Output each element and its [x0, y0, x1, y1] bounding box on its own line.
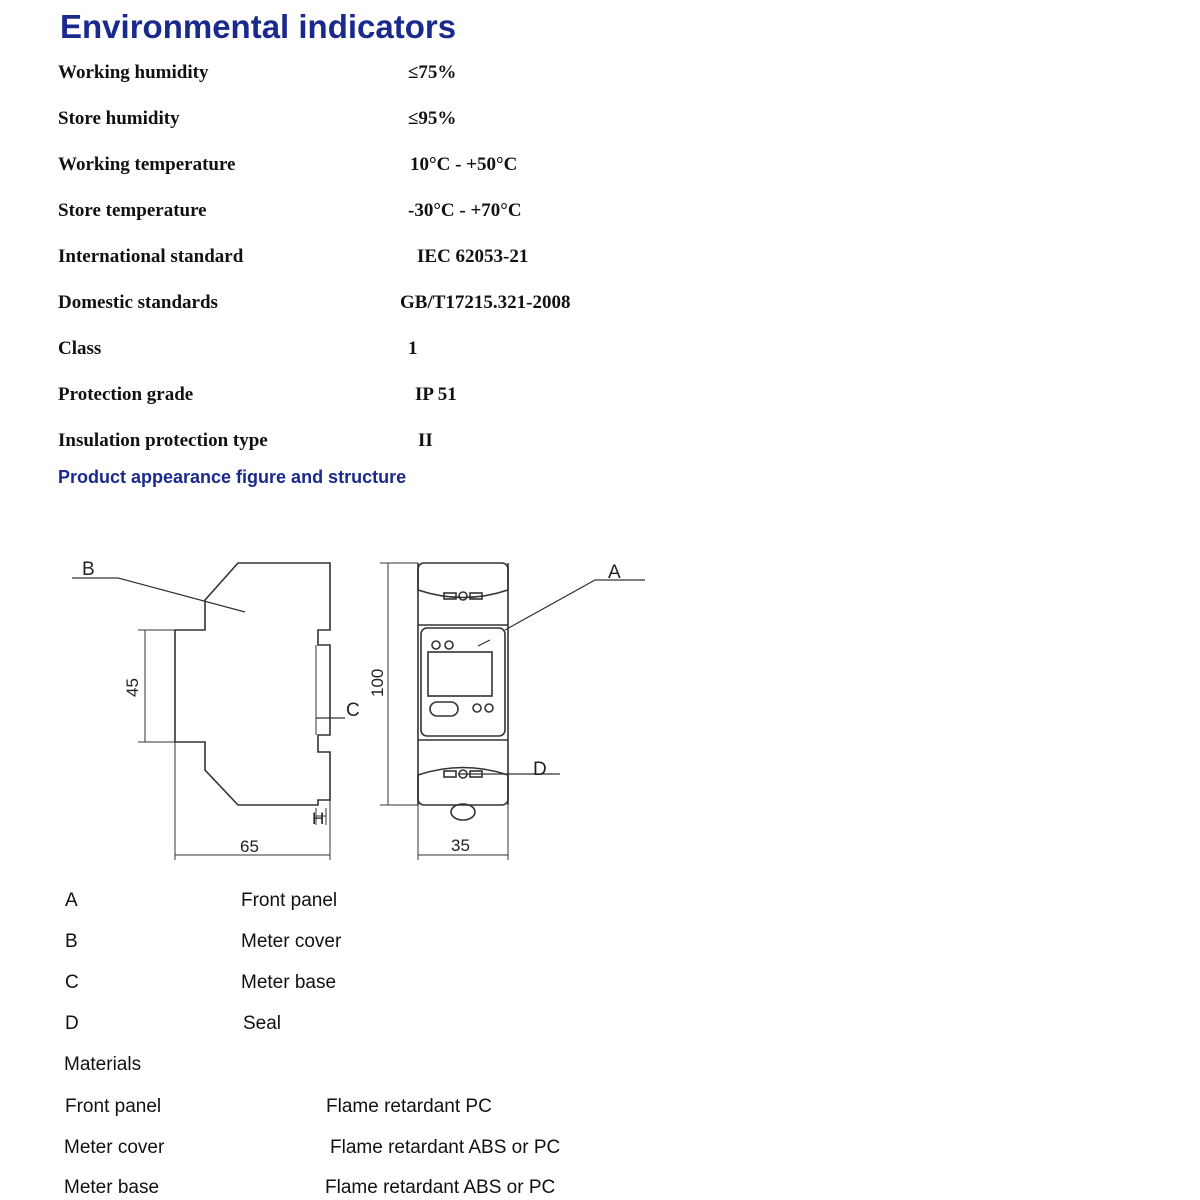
legend-letter-b: B	[65, 931, 78, 952]
spec-label-store-temperature: Store temperature	[58, 200, 207, 221]
spec-value-insulation-protection-type: II	[418, 430, 433, 451]
spec-value-store-temperature: -30°C - +70°C	[408, 200, 522, 221]
product-structure-diagram	[0, 520, 700, 880]
spec-label-working-temperature: Working temperature	[58, 154, 236, 175]
legend-letter-c: C	[65, 972, 79, 993]
spec-value-protection-grade: IP 51	[415, 384, 457, 405]
spec-label-class: Class	[58, 338, 102, 359]
legend-name-a: Front panel	[241, 890, 338, 911]
spec-value-international-standard: IEC 62053-21	[417, 246, 529, 267]
label-c: C	[346, 700, 360, 721]
legend-letter-d: D	[65, 1013, 79, 1034]
spec-label-working-humidity: Working humidity	[58, 62, 209, 83]
dim-35: 35	[451, 836, 470, 855]
legend-name-b: Meter cover	[241, 931, 342, 952]
material-value-front-panel: Flame retardant PC	[326, 1096, 492, 1117]
label-d: D	[533, 759, 547, 780]
spec-value-working-temperature: 10°C - +50°C	[410, 154, 518, 175]
label-a: A	[608, 562, 621, 583]
material-part-meter-base: Meter base	[64, 1177, 160, 1198]
display-window	[428, 652, 492, 696]
material-value-meter-base: Flame retardant ABS or PC	[325, 1177, 556, 1198]
spec-value-domestic-standards: GB/T17215.321-2008	[400, 292, 571, 313]
spec-label-insulation-protection-type: Insulation protection type	[58, 430, 268, 451]
spec-label-protection-grade: Protection grade	[58, 384, 194, 405]
legend-letter-a: A	[65, 890, 78, 911]
spec-label-store-humidity: Store humidity	[58, 108, 180, 129]
dim-100: 100	[368, 668, 387, 697]
label-b: B	[82, 559, 95, 580]
spec-value-class: 1	[408, 338, 418, 359]
material-value-meter-cover: Flame retardant ABS or PC	[330, 1137, 561, 1158]
dim-65: 65	[240, 837, 259, 856]
legend-name-d: Seal	[243, 1013, 282, 1034]
materials-heading: Materials	[64, 1054, 142, 1075]
material-part-meter-cover: Meter cover	[64, 1137, 165, 1158]
spec-value-store-humidity: ≤95%	[408, 108, 457, 129]
legend-name-c: Meter base	[241, 972, 337, 993]
material-part-front-panel: Front panel	[65, 1096, 162, 1117]
spec-label-domestic-standards: Domestic standards	[58, 292, 218, 313]
label-h: H	[312, 809, 325, 828]
spec-label-international-standard: International standard	[58, 246, 244, 267]
dim-45: 45	[123, 678, 142, 697]
spec-value-working-humidity: ≤75%	[408, 62, 457, 83]
section-subtitle: Product appearance figure and structure	[58, 467, 407, 487]
page-title: Environmental indicators	[60, 8, 457, 45]
